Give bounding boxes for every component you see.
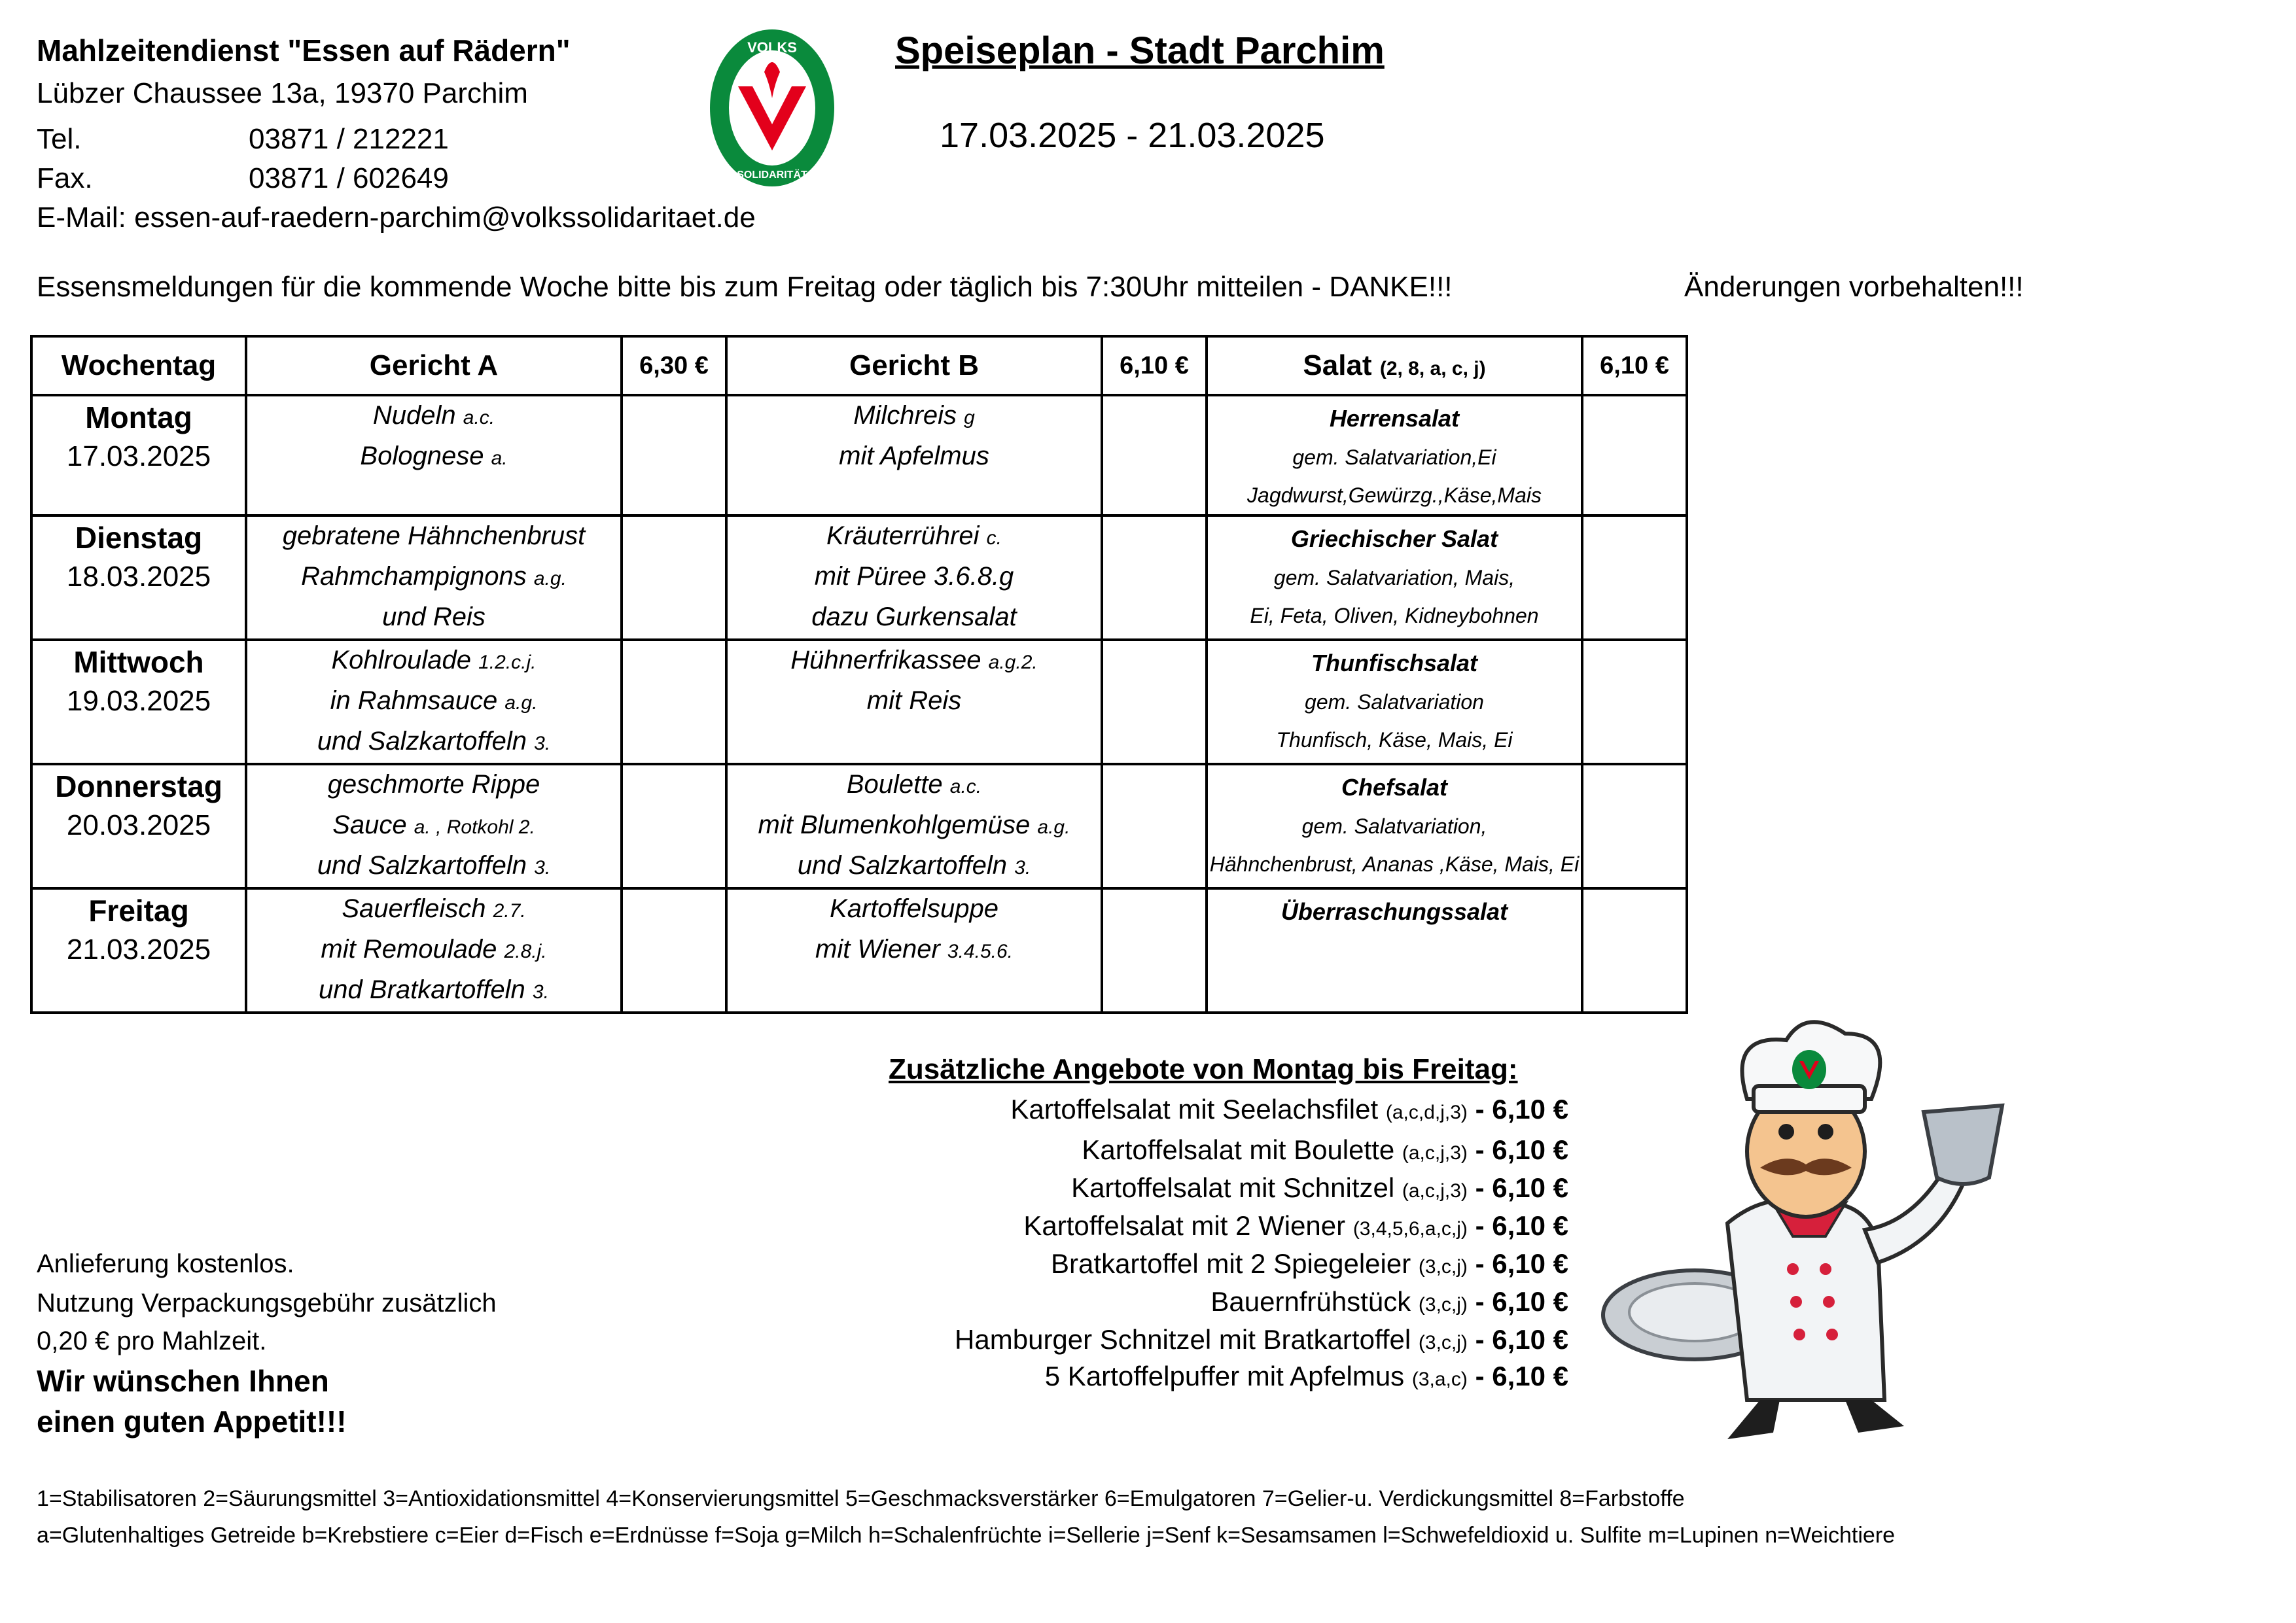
header-salad-allergens: (2, 8, a, c, j) — [1379, 358, 1486, 379]
dish-line — [247, 930, 620, 971]
order-a-cell[interactable] — [622, 395, 726, 515]
salad-cell — [1207, 640, 1582, 764]
offer-price: - 6,10 € — [1475, 1094, 1568, 1125]
weekday-name: Donnerstag — [55, 769, 222, 803]
offer-name: Kartoffelsalat mit Boulette — [1082, 1134, 1395, 1165]
greeting-line-1: Wir wünschen Ihnen — [37, 1364, 329, 1398]
allergen-codes: g — [964, 407, 975, 428]
offer-allergens: (3,a,c) — [1411, 1369, 1468, 1390]
allergen-codes: a. , Rotkohl 2. — [414, 816, 535, 838]
salad-cell — [1207, 515, 1582, 640]
address: Lübzer Chaussee 13a, 19370 Parchim — [37, 77, 528, 109]
salad-ingredients: gem. Salatvariation — [1305, 690, 1484, 714]
offer-allergens: (3,4,5,6,a,c,j) — [1352, 1218, 1468, 1240]
header-weekday: Wochentag — [31, 336, 246, 395]
allergen-codes: 3.4.5.6. — [947, 941, 1013, 962]
table-row — [31, 640, 1687, 764]
offer-name: Bauernfrühstück — [1210, 1286, 1411, 1317]
dish-text: mit Remoulade — [321, 935, 497, 964]
dish-text: Kräuterrührei — [826, 521, 980, 550]
dish-line — [247, 765, 620, 806]
salad-title: Thunfischsalat — [1311, 650, 1478, 676]
weekday-date: 21.03.2025 — [66, 934, 211, 966]
org-name: Mahlzeitendienst "Essen auf Rädern" — [37, 33, 571, 67]
dish-line — [247, 890, 620, 930]
dish-text: Hühnerfrikassee — [790, 646, 981, 674]
allergen-codes: 3. — [534, 733, 551, 754]
table-row — [31, 515, 1687, 640]
offer-allergens: (a,c,d,j,3) — [1385, 1102, 1468, 1123]
page-title: Speiseplan - Stadt Parchim — [895, 29, 1385, 72]
dish-text: geschmorte Rippe — [327, 770, 540, 799]
order-b-cell[interactable] — [1102, 764, 1207, 888]
dish-line — [247, 437, 620, 478]
dish-b-cell — [726, 395, 1102, 515]
order-b-cell[interactable] — [1102, 640, 1207, 764]
offer-price: - 6,10 € — [1475, 1248, 1568, 1279]
dish-text: Boulette — [846, 770, 943, 799]
order-salad-cell[interactable] — [1582, 888, 1687, 1013]
dish-text: mit Apfelmus — [839, 442, 989, 470]
dish-text: in Rahmsauce — [330, 686, 498, 715]
dish-text: Milchreis — [853, 401, 957, 430]
offers-title: Zusätzliche Angebote von Montag bis Freitag: — [889, 1053, 1518, 1085]
dish-text: Sauce — [332, 811, 407, 839]
offer-item — [1071, 1172, 1568, 1204]
dish-line — [728, 437, 1101, 478]
tel-label: Tel. — [37, 123, 82, 155]
offer-item — [1082, 1134, 1568, 1166]
allergen-codes: 3. — [532, 981, 549, 1003]
offer-name: Kartoffelsalat mit Schnitzel — [1071, 1172, 1395, 1203]
dish-line — [728, 641, 1101, 682]
allergen-codes: 3. — [1014, 857, 1031, 879]
offer-price: - 6,10 € — [1475, 1210, 1568, 1241]
date-range: 17.03.2025 - 21.03.2025 — [940, 116, 1325, 155]
dish-a-cell — [246, 395, 622, 515]
salad-title: Überraschungssalat — [1280, 898, 1508, 925]
dish-text: Nudeln — [372, 401, 456, 430]
allergen-codes: a. — [491, 447, 508, 469]
packaging-note: Nutzung Verpackungsgebühr zusätzlich — [37, 1289, 497, 1318]
table-row — [31, 764, 1687, 888]
allergen-codes: a.c. — [463, 407, 495, 428]
allergen-codes: 3. — [534, 857, 551, 879]
offer-item — [955, 1324, 1568, 1355]
offer-allergens: (a,c,j,3) — [1402, 1180, 1468, 1202]
offer-name: Kartoffelsalat mit Seelachsfilet — [1010, 1094, 1379, 1125]
allergen-codes: a.g. — [1037, 816, 1070, 838]
header-salad — [1207, 336, 1582, 395]
dish-line — [247, 682, 620, 722]
table-header-row — [31, 336, 1687, 395]
greeting-line-2: einen guten Appetit!!! — [37, 1405, 347, 1439]
dish-line — [247, 971, 620, 1011]
salad-ingredients: Jagdwurst,Gewürzg.,Käse,Mais — [1247, 483, 1542, 507]
order-salad-cell[interactable] — [1582, 640, 1687, 764]
dish-line — [247, 557, 620, 598]
header-salad-label: Salat — [1303, 349, 1372, 381]
offer-price: - 6,10 € — [1475, 1324, 1568, 1355]
allergen-codes: a.g. — [533, 568, 567, 589]
weekday-date: 19.03.2025 — [66, 685, 211, 717]
allergen-codes: 2.7. — [493, 900, 526, 922]
salad-ingredients: Hähnchenbrust, Ananas ,Käse, Mais, Ei — [1209, 852, 1580, 876]
dish-text: Sauerfleisch — [342, 894, 486, 923]
dish-text: Bolognese — [360, 442, 484, 470]
allergens-legend: a=Glutenhaltiges Getreide b=Krebstiere c=Eier d=Fisch e=Erdnüsse f=Soja g=Milch h=Schalenfrüchte i=Sellerie j=Senf k=Sesamsamen l=Schwefeldioxid u. Sulfite m=Lupinen n=Weichtiere — [37, 1523, 1896, 1548]
menu-table — [30, 335, 1688, 1014]
order-salad-cell[interactable] — [1582, 515, 1687, 640]
weekday-date: 18.03.2025 — [66, 561, 211, 593]
order-salad-cell[interactable] — [1582, 395, 1687, 515]
offer-price: - 6,10 € — [1475, 1134, 1568, 1165]
delivery-note: Anlieferung kostenlos. — [37, 1249, 294, 1278]
dish-text: und Bratkartoffeln — [319, 975, 525, 1004]
order-b-cell[interactable] — [1102, 515, 1207, 640]
dish-line — [728, 890, 1101, 930]
weekday-name: Mittwoch — [73, 645, 204, 679]
dish-line — [728, 930, 1101, 971]
offer-name: Hamburger Schnitzel mit Bratkartoffel — [955, 1324, 1411, 1355]
dish-text: Kartoffelsuppe — [830, 894, 998, 923]
dish-b-cell — [726, 640, 1102, 764]
dish-text: gebratene Hähnchenbrust — [282, 521, 586, 550]
salad-title: Chefsalat — [1341, 774, 1448, 801]
order-a-cell[interactable] — [622, 888, 726, 1013]
dish-a-cell — [246, 764, 622, 888]
svg-text:SOLIDARITÄT: SOLIDARITÄT — [737, 169, 807, 181]
order-b-cell[interactable] — [1102, 395, 1207, 515]
dish-line — [247, 396, 620, 437]
order-a-cell[interactable] — [622, 515, 726, 640]
order-a-cell[interactable] — [622, 640, 726, 764]
dish-line — [247, 806, 620, 846]
changes-notice: Änderungen vorbehalten!!! — [1684, 271, 2024, 303]
dish-text: und Salzkartoffeln — [317, 851, 527, 880]
dish-text: und Salzkartoffeln — [797, 851, 1008, 880]
salad-cell — [1207, 395, 1582, 515]
header-price-a: 6,30 € — [622, 336, 726, 395]
dish-b-cell — [726, 764, 1102, 888]
dish-line — [247, 722, 620, 763]
order-notice: Essensmeldungen für die kommende Woche bitte bis zum Freitag oder täglich bis 7:30Uhr mitteilen - DANKE!!! — [37, 271, 1453, 303]
salad-ingredients: gem. Salatvariation, Mais, — [1273, 566, 1515, 589]
table-row — [31, 395, 1687, 515]
dish-a-cell — [246, 640, 622, 764]
dish-line — [728, 557, 1101, 598]
dish-line — [728, 806, 1101, 846]
header-price-b: 6,10 € — [1102, 336, 1207, 395]
allergen-codes: a.c. — [949, 776, 982, 797]
dish-line — [247, 846, 620, 887]
email-address: E-Mail: essen-auf-raedern-parchim@volkssolidaritaet.de — [37, 201, 756, 234]
offer-price: - 6,10 € — [1475, 1361, 1568, 1391]
dish-text: und Salzkartoffeln — [317, 727, 527, 756]
chef-illustration — [1597, 1007, 2028, 1452]
salad-cell — [1207, 764, 1582, 888]
header-dish-b: Gericht B — [726, 336, 1102, 395]
weekday-cell — [31, 395, 246, 515]
offer-allergens: (3,c,j) — [1418, 1294, 1468, 1316]
offer-allergens: (a,c,j,3) — [1402, 1142, 1468, 1164]
salad-cell — [1207, 888, 1582, 1013]
weekday-name: Dienstag — [75, 521, 203, 555]
fax-label: Fax. — [37, 162, 93, 194]
weekday-cell — [31, 640, 246, 764]
offer-name: Bratkartoffel mit 2 Spiegeleier — [1051, 1248, 1411, 1279]
dish-line — [728, 765, 1101, 806]
offer-item — [1023, 1210, 1568, 1242]
dish-line — [247, 641, 620, 682]
offer-item — [1051, 1248, 1568, 1280]
dish-text: Kohlroulade — [331, 646, 471, 674]
order-a-cell[interactable] — [622, 764, 726, 888]
allergen-codes: a.g.2. — [988, 652, 1038, 673]
additives-legend: 1=Stabilisatoren 2=Säurungsmittel 3=Antioxidationsmittel 4=Konservierungsmittel 5=Geschmacksverstärker 6=Emulgatoren 7=Gelier-u. Verdickungsmittel 8=Farbstoffe — [37, 1486, 1685, 1511]
offer-name: Kartoffelsalat mit 2 Wiener — [1023, 1210, 1346, 1241]
header-price-salad: 6,10 € — [1582, 336, 1687, 395]
dish-text: mit Wiener — [815, 935, 940, 964]
dish-line — [247, 598, 620, 638]
offer-price: - 6,10 € — [1475, 1172, 1568, 1203]
salad-ingredients: Ei, Feta, Oliven, Kidneybohnen — [1250, 604, 1539, 627]
allergen-codes: 1.2.c.j. — [478, 652, 537, 673]
offer-price: - 6,10 € — [1475, 1286, 1568, 1317]
offer-item — [1210, 1286, 1568, 1318]
weekday-name: Freitag — [88, 894, 189, 928]
dish-a-cell — [246, 888, 622, 1013]
order-b-cell[interactable] — [1102, 888, 1207, 1013]
offer-allergens: (3,c,j) — [1418, 1256, 1468, 1278]
dish-line — [247, 517, 620, 557]
fax-number: 03871 / 602649 — [249, 162, 449, 194]
volkssolidaritaet-logo — [707, 26, 838, 190]
weekday-date: 20.03.2025 — [66, 809, 211, 841]
packaging-fee: 0,20 € pro Mahlzeit. — [37, 1327, 267, 1355]
weekday-cell — [31, 764, 246, 888]
dish-line — [728, 517, 1101, 557]
dish-line — [728, 396, 1101, 437]
allergen-codes: 2.8.j. — [504, 941, 547, 962]
salad-ingredients: gem. Salatvariation, — [1301, 814, 1487, 838]
offer-item — [1045, 1361, 1568, 1392]
dish-text: mit Blumenkohlgemüse — [758, 811, 1031, 839]
offer-item — [1010, 1094, 1568, 1125]
table-row — [31, 888, 1687, 1013]
weekday-cell — [31, 888, 246, 1013]
order-salad-cell[interactable] — [1582, 764, 1687, 888]
dish-text: und Reis — [382, 602, 486, 631]
dish-text: Rahmchampignons — [301, 562, 527, 591]
weekday-date: 17.03.2025 — [66, 440, 211, 472]
dish-b-cell — [726, 888, 1102, 1013]
svg-text:VOLKS: VOLKS — [747, 39, 797, 56]
allergen-codes: c. — [986, 527, 1002, 549]
salad-title: Griechischer Salat — [1290, 525, 1498, 552]
salad-ingredients: gem. Salatvariation,Ei — [1292, 445, 1496, 469]
dish-line — [728, 682, 1101, 722]
dish-line — [728, 846, 1101, 887]
offer-allergens: (3,c,j) — [1418, 1332, 1468, 1353]
tel-number: 03871 / 212221 — [249, 123, 449, 155]
dish-line — [728, 598, 1101, 638]
dish-text: dazu Gurkensalat — [811, 602, 1017, 631]
weekday-name: Montag — [85, 400, 192, 434]
header-dish-a: Gericht A — [246, 336, 622, 395]
dish-text: mit Püree 3.6.8.g — [814, 562, 1014, 591]
dish-a-cell — [246, 515, 622, 640]
dish-b-cell — [726, 515, 1102, 640]
dish-text: mit Reis — [866, 686, 962, 715]
salad-title: Herrensalat — [1329, 405, 1460, 432]
offer-name: 5 Kartoffelpuffer mit Apfelmus — [1044, 1361, 1405, 1391]
salad-ingredients: Thunfisch, Käse, Mais, Ei — [1276, 728, 1513, 752]
allergen-codes: a.g. — [504, 692, 538, 714]
weekday-cell — [31, 515, 246, 640]
